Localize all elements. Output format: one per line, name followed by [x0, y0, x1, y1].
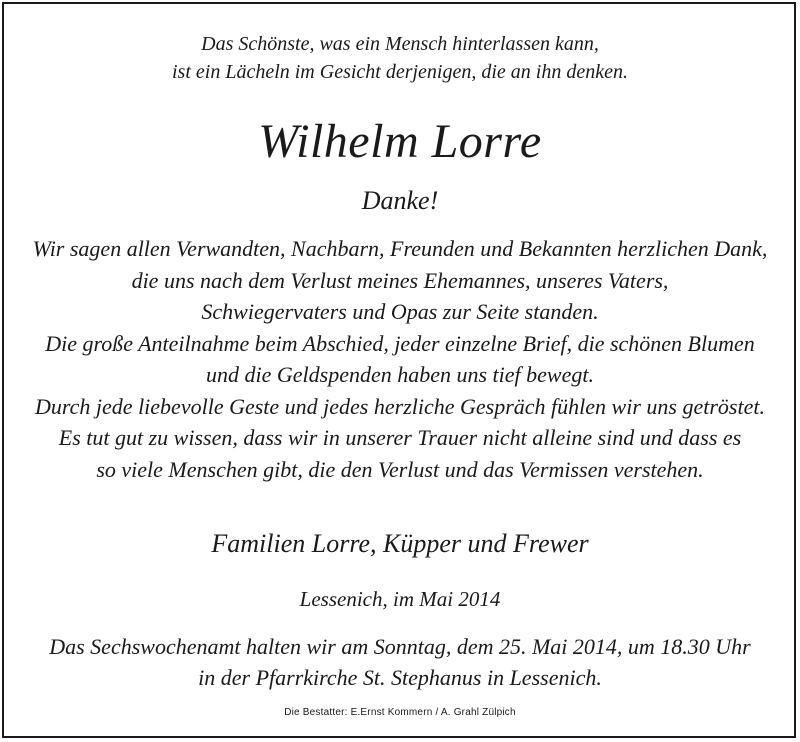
thanks-message [0, 233, 800, 485]
motto-quote [0, 30, 800, 86]
message-line: Schwiegervaters und Opas zur Seite standen. [201, 299, 599, 324]
place-and-date: Lessenich, im Mai 2014 [299, 587, 501, 611]
message-line: Die große Anteilnahme beim Abschied, jeder einzelne Brief, die schönen Blumen [45, 330, 755, 356]
message-line: und die Geldspenden haben uns tief bewegt. [206, 362, 594, 387]
undertaker-credit: Die Bestatter: E.Ernst Kommern / A. Grahl Zülpich [284, 707, 516, 718]
thanks-heading: Danke! [361, 186, 439, 215]
service-line: in der Pfarrkirche St. Stephanus in Lessenich. [198, 665, 602, 690]
message-line: Durch jede liebevolle Geste und jedes herzliche Gespräch fühlen wir uns getröstet. [35, 393, 765, 419]
families-signature: Familien Lorre, Küpper und Frewer [211, 529, 589, 558]
message-line: Wir sagen allen Verwandten, Nachbarn, Freunden und Bekannten herzlichen Dank, [32, 236, 768, 261]
service-line: Das Sechswochenamt halten wir am Sonntag, dem 25. Mai 2014, um 18.30 Uhr [49, 634, 751, 659]
service-announcement [0, 631, 800, 693]
deceased-name: Wilhelm Lorre [258, 115, 542, 168]
message-line: Es tut gut zu wissen, dass wir in unserer Trauer nicht alleine sind und dass es [58, 425, 742, 450]
message-line: die uns nach dem Verlust meines Ehemannes, unseres Vaters, [131, 267, 669, 293]
motto-line: Das Schönste, was ein Mensch hinterlassen kann, [201, 33, 599, 55]
motto-line: ist ein Lächeln im Gesicht derjenigen, die an ihn denken. [171, 61, 628, 83]
message-line: so viele Menschen gibt, die den Verlust und das Vermissen verstehen. [96, 456, 704, 482]
